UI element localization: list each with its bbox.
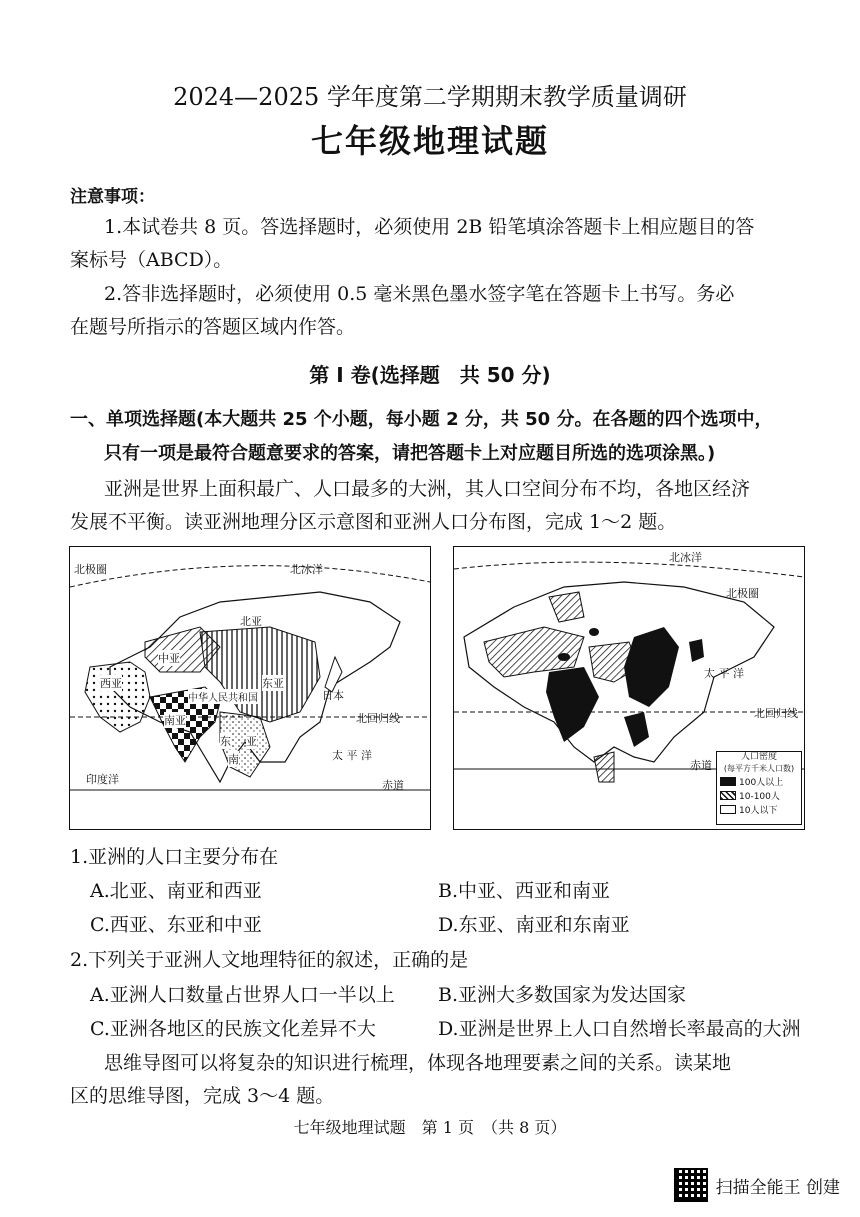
question-1-stem: 1.亚洲的人口主要分布在 (70, 846, 279, 868)
label-pacific-ocean: 太 平 洋 (332, 749, 372, 762)
legend-item-high (717, 774, 801, 788)
question-1-option-a: A.北亚、南亚和西亚 (90, 880, 262, 902)
question-2-stem: 2.下列关于亚洲人文地理特征的叙述，正确的是 (70, 949, 469, 971)
label-north-asia: 北亚 (240, 615, 262, 628)
question-1-option-d: D.东亚、南亚和东南亚 (438, 914, 630, 936)
label-tropic-of-cancer: 北回归线 (754, 707, 798, 720)
label-equator: 赤道 (690, 759, 712, 772)
question-1-option-b: B.中亚、西亚和南亚 (438, 880, 611, 902)
question-2-option-d: D.亚洲是世界上人口自然增长率最高的大洲 (438, 1018, 801, 1040)
asia-regions-map-drawing (70, 547, 430, 829)
label-tropic-of-cancer: 北回归线 (356, 712, 400, 725)
subject-title: 七年级地理试题 (310, 122, 549, 160)
section-title: 第 I 卷(选择题 共 50 分) (309, 363, 551, 387)
scanner-badge (674, 1168, 840, 1202)
legend-label-high: 100人以上 (739, 777, 784, 788)
label-indian-ocean: 印度洋 (86, 773, 119, 786)
legend-label-mid: 10-100人 (739, 791, 780, 802)
legend-title-1: 人口密度 (740, 752, 777, 762)
exam-title: 2024—2025 学年度第二学期期末教学质量调研 (173, 83, 687, 111)
notice-item-1-line-2: 案标号（ABCD）。 (70, 249, 233, 271)
legend-item-mid (717, 788, 801, 802)
scanner-badge-text: 扫描全能王 创建 (715, 1177, 840, 1198)
qr-code-icon (674, 1168, 708, 1202)
label-japan: 日本 (322, 689, 344, 702)
legend-label-low: 10人以下 (739, 805, 778, 816)
label-arctic-circle: 北极圈 (74, 563, 107, 576)
label-arctic-circle: 北极圈 (726, 587, 759, 600)
label-china: 中华人民共和国 (188, 689, 258, 704)
population-density-legend (716, 751, 802, 825)
label-southeast-asia-2: 南 (228, 753, 239, 766)
question-2-option-c: C.亚洲各地区的民族文化差异不大 (90, 1018, 376, 1040)
question-2-option-b: B.亚洲大多数国家为发达国家 (438, 984, 687, 1006)
notice-item-1-line-1: 1.本试卷共 8 页。答选择题时，必须使用 2B 铅笔填涂答题卡上相应题目的答 (104, 216, 755, 238)
label-south-asia: 南亚 (164, 714, 186, 727)
label-arctic-ocean: 北冰洋 (669, 551, 702, 564)
label-west-asia: 西亚 (100, 677, 122, 690)
label-east-asia: 东亚 (262, 677, 284, 690)
mindmap-intro-line-2: 区的思维导图，完成 3～4 题。 (70, 1085, 335, 1107)
page-footer: 七年级地理试题 第 1 页 （共 8 页） (293, 1118, 567, 1137)
asia-regions-map (69, 546, 431, 830)
legend-swatch-empty (720, 805, 736, 814)
label-pacific-ocean: 太 平 洋 (704, 667, 744, 680)
label-central-asia: 中亚 (158, 652, 180, 665)
notice-item-2-line-1: 2.答非选择题时，必须使用 0.5 毫米黑色墨水签字笔在答题卡上书写。务必 (104, 283, 735, 305)
legend-swatch-hatched (720, 791, 736, 800)
section-instruction-line-2: 只有一项是最符合题意要求的答案，请把答题卡上对应题目所选的选项涂黑。) (104, 443, 716, 464)
question-1-option-c: C.西亚、东亚和中亚 (90, 914, 262, 936)
label-equator: 赤道 (382, 779, 404, 792)
notice-heading: 注意事项： (70, 187, 155, 207)
section-instruction-line-1: 一、单项选择题(本大题共 25 个小题，每小题 2 分，共 50 分。在各题的四个选项中， (70, 409, 773, 430)
label-southeast-asia-3: 亚 (246, 735, 257, 748)
question-2-option-a: A.亚洲人口数量占世界人口一半以上 (90, 984, 395, 1006)
legend-swatch-solid (720, 777, 736, 786)
mindmap-intro-line-1: 思维导图可以将复杂的知识进行梳理，体现各地理要素之间的关系。读某地 (104, 1052, 732, 1074)
notice-item-2-line-2: 在题号所指示的答题区域内作答。 (70, 316, 356, 338)
legend-title-2: (每平方千米人口数) (723, 764, 795, 773)
asia-population-map (453, 546, 805, 830)
legend-item-low (717, 802, 801, 816)
intro-line-1: 亚洲是世界上面积最广、人口最多的大洲，其人口空间分布不均，各地区经济 (104, 478, 751, 500)
label-southeast-asia-1: 东 (220, 735, 231, 748)
intro-line-2: 发展不平衡。读亚洲地理分区示意图和亚洲人口分布图，完成 1～2 题。 (70, 511, 677, 533)
label-arctic-ocean: 北冰洋 (290, 563, 323, 576)
